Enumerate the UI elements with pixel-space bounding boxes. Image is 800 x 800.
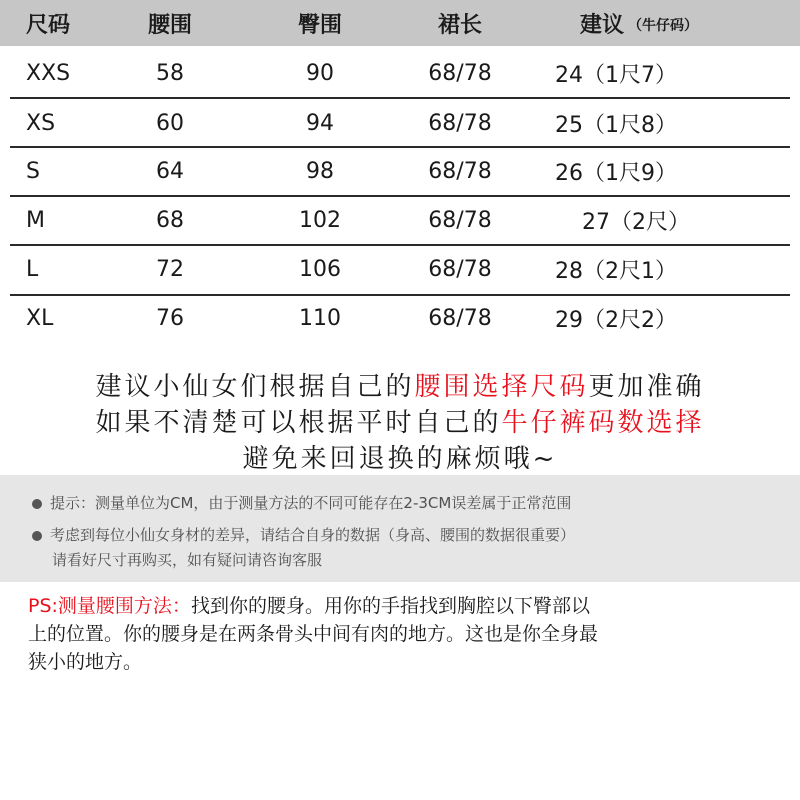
- bullet-icon: [32, 499, 42, 509]
- table-row: [0, 249, 800, 289]
- cell-size: XL: [26, 305, 54, 331]
- cell-suggestion: 27（2尺）: [582, 209, 690, 235]
- cell-skirt-length: 68/78: [428, 256, 492, 282]
- cell-suggestion: 28（2尺1）: [555, 258, 677, 284]
- notice-line-1: [0, 366, 800, 403]
- notice-line-3: 避免来回退换的麻烦哦~: [242, 444, 558, 474]
- cell-skirt-length: 68/78: [428, 207, 492, 233]
- cell-size: L: [26, 256, 39, 282]
- cell-suggestion: 26（1尺9）: [555, 160, 677, 186]
- tip-measurement: [32, 492, 571, 513]
- cell-hip: 102: [299, 207, 341, 233]
- tips-panel: [0, 475, 800, 582]
- header-suggestion: [580, 0, 780, 46]
- tip-contact-service: 请看好尺寸再购买，如有疑问请咨询客服: [52, 551, 323, 569]
- table-row: [0, 53, 800, 93]
- notice-line-1-text: 建议小仙女们根据自己的: [95, 372, 415, 402]
- table-row: [0, 298, 800, 338]
- cell-hip: 110: [299, 305, 341, 331]
- ps-title: 测量腰围方法：: [57, 595, 191, 617]
- cell-hip: 90: [306, 60, 334, 86]
- cell-hip: 106: [299, 256, 341, 282]
- ps-line-2: 上的位置。你的腰身是在两条骨头中间有肉的地方。这也是你全身最: [28, 623, 599, 645]
- cell-suggestion: 29（2尺2）: [555, 307, 677, 333]
- cell-size: S: [26, 158, 40, 184]
- tip-measurement-text: 提示：测量单位为CM，由于测量方法的不同可能存在2-3CM误差属于正常范围: [50, 494, 572, 512]
- bullet-icon: [32, 531, 42, 541]
- header-hip: 臀围: [297, 12, 342, 38]
- row-divider: [10, 146, 790, 148]
- notice-line-2: [0, 402, 800, 439]
- cell-hip: 94: [306, 110, 334, 136]
- table-header: [0, 0, 800, 46]
- tip-body-difference: [32, 524, 575, 545]
- cell-hip: 98: [306, 158, 334, 184]
- notice-line-2-text: 如果不清楚可以根据平时自己的: [95, 408, 502, 438]
- ps-line-1: [28, 592, 768, 620]
- cell-skirt-length: 68/78: [428, 110, 492, 136]
- cell-size: XXS: [26, 60, 71, 86]
- size-advice-notice: [0, 356, 800, 474]
- cell-waist: 58: [156, 60, 184, 86]
- notice-highlight-jeans: 牛仔裤码数选择: [501, 408, 705, 438]
- cell-size: M: [26, 207, 45, 233]
- row-divider: [10, 97, 790, 99]
- notice-line-1-end: 更加准确: [588, 372, 705, 402]
- cell-waist: 72: [156, 256, 184, 282]
- ps-prefix: PS:: [28, 595, 58, 617]
- cell-suggestion: 24（1尺7）: [555, 62, 677, 88]
- cell-waist: 68: [156, 207, 184, 233]
- table-row: [0, 200, 800, 240]
- row-divider: [10, 195, 790, 197]
- header-suggestion-label: 建议: [580, 12, 625, 38]
- header-size: 尺码: [26, 12, 71, 38]
- ps-line-1-text: 找到你的腰身。用你的手指找到胸腔以下臀部以: [190, 595, 590, 617]
- cell-waist: 76: [156, 305, 184, 331]
- cell-skirt-length: 68/78: [428, 158, 492, 184]
- waist-measure-guide: [28, 592, 768, 676]
- cell-size: XS: [26, 110, 56, 136]
- tip-body-difference-text: 考虑到每位小仙女身材的差异，请结合自身的数据（身高、腰围的数据很重要）: [50, 526, 576, 544]
- ps-line-3: 狭小的地方。: [28, 651, 143, 673]
- cell-skirt-length: 68/78: [428, 305, 492, 331]
- header-suggestion-note: （牛仔码）: [628, 18, 699, 34]
- cell-waist: 64: [156, 158, 184, 184]
- row-divider: [10, 244, 790, 246]
- cell-suggestion: 25（1尺8）: [555, 112, 677, 138]
- notice-highlight-waist: 腰围选择尺码: [414, 372, 589, 402]
- row-divider: [10, 294, 790, 296]
- cell-skirt-length: 68/78: [428, 60, 492, 86]
- header-waist: 腰围: [147, 12, 192, 38]
- table-row: [0, 151, 800, 191]
- header-skirt-length: 裙长: [437, 12, 482, 38]
- cell-waist: 60: [156, 110, 184, 136]
- table-row: [0, 103, 800, 143]
